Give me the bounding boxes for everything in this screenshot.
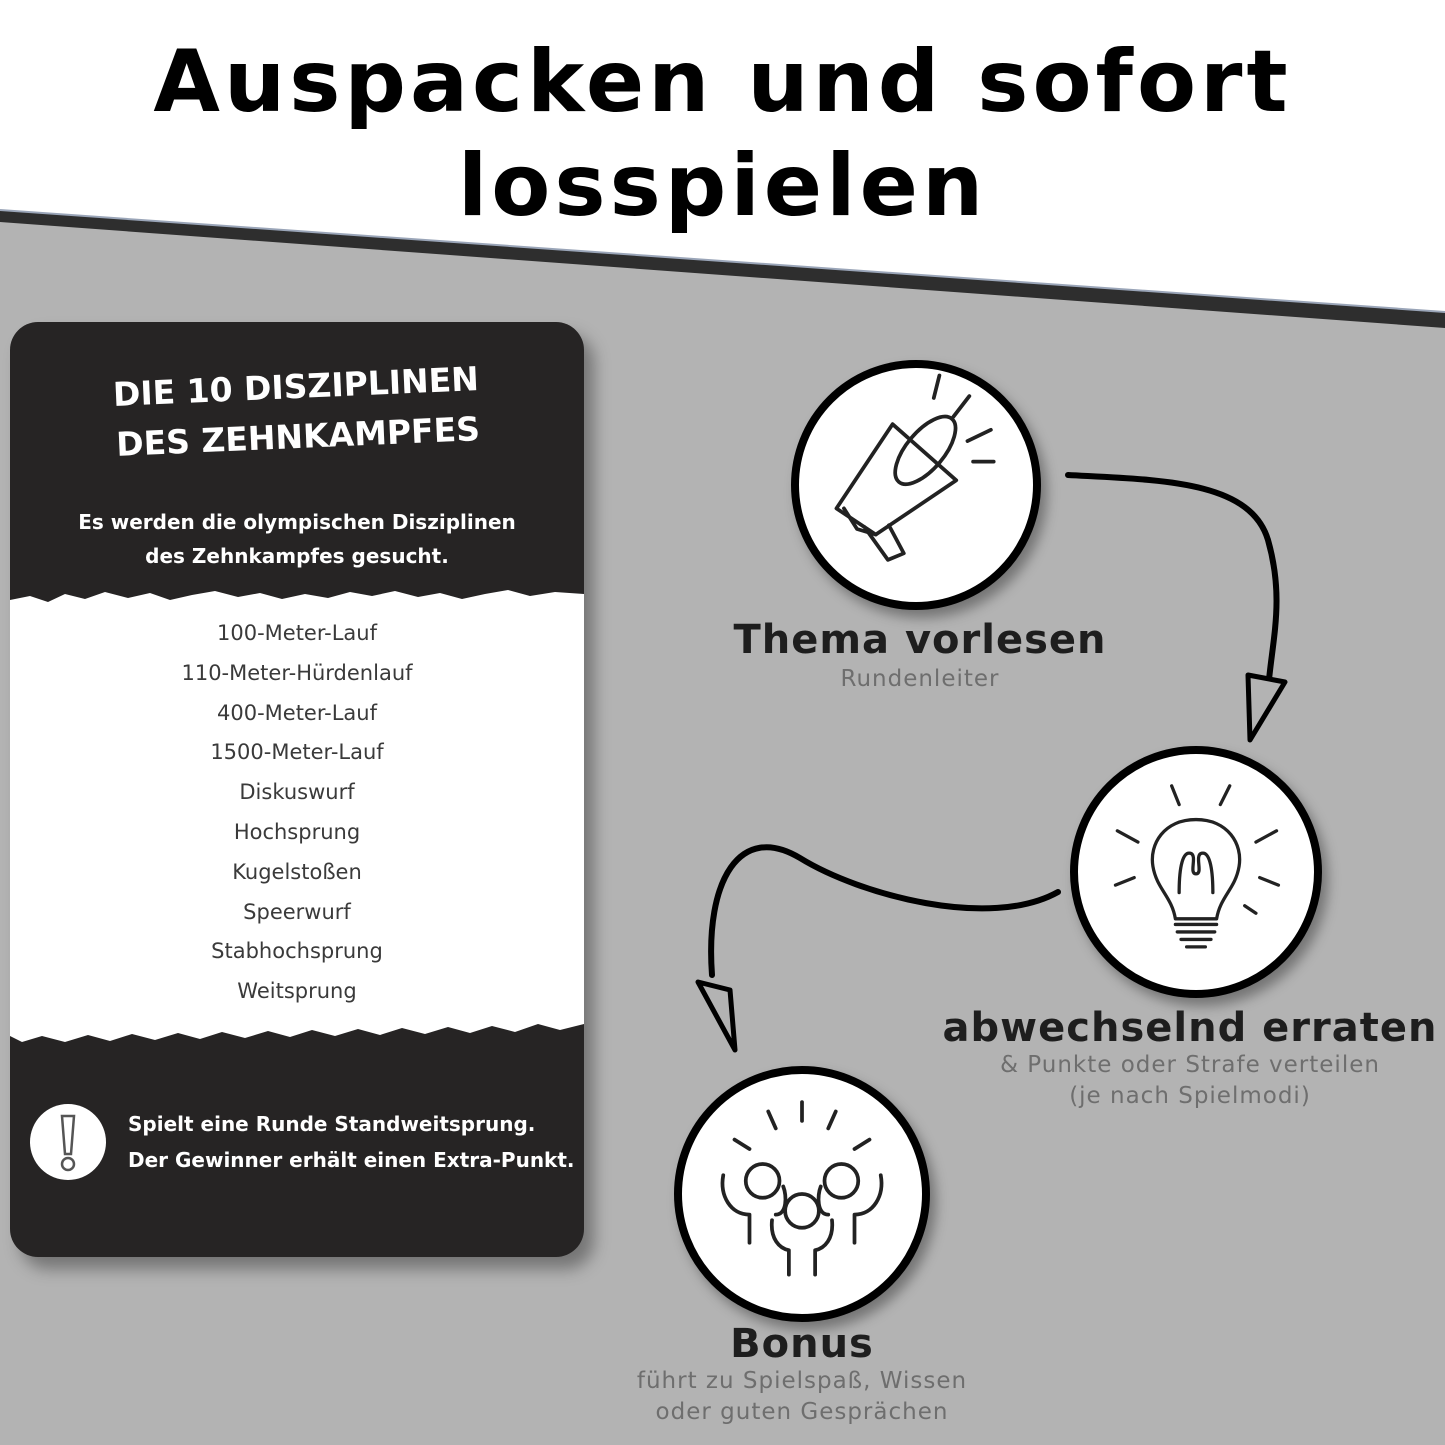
megaphone-icon bbox=[799, 368, 1033, 602]
step-3-sub-line-2: oder guten Gesprächen bbox=[655, 1399, 949, 1425]
step-2-circle bbox=[1070, 746, 1322, 998]
list-item: 400-Meter-Lauf bbox=[217, 700, 377, 725]
list-item: Speerwurf bbox=[243, 899, 351, 924]
step-3-title: Bonus bbox=[730, 1321, 874, 1367]
list-item: Stabhochsprung bbox=[211, 939, 383, 964]
step-2-title: abwechselnd erraten bbox=[942, 1005, 1438, 1051]
list-item: Hochsprung bbox=[233, 819, 361, 844]
step-2-sub-line-1: & Punkte oder Strafe verteilen bbox=[1000, 1052, 1380, 1078]
step-1-sub-line-1: Rundenleiter bbox=[840, 666, 1000, 692]
card-note-line-1: Spielt eine Runde Standweitsprung. bbox=[128, 1112, 536, 1136]
lightbulb-icon bbox=[1078, 754, 1314, 990]
step-3-subtitle bbox=[562, 1366, 1042, 1428]
step-2-sub-line-2: (je nach Spielmodi) bbox=[1069, 1083, 1311, 1109]
step-2-subtitle bbox=[940, 1050, 1440, 1112]
step-1-title: Thema vorlesen bbox=[733, 617, 1107, 663]
step-1-subtitle bbox=[700, 664, 1140, 695]
step-3-circle bbox=[674, 1066, 930, 1322]
list-item: 1500-Meter-Lauf bbox=[210, 740, 384, 765]
card-title-line-1: DIE 10 DISZIPLINEN bbox=[112, 359, 480, 414]
card-intro-line-2: des Zehnkampfes gesucht. bbox=[145, 544, 449, 568]
list-item: 110-Meter-Hürdenlauf bbox=[181, 660, 413, 685]
card-note-line-2: Der Gewinner erhält einen Extra-Punkt. bbox=[128, 1148, 575, 1172]
list-item: Kugelstoßen bbox=[232, 859, 362, 884]
card-intro-line-1: Es werden die olympischen Disziplinen bbox=[78, 510, 516, 534]
flow-arrowhead-1 bbox=[1248, 675, 1285, 740]
headline-line-1: Auspacken und sofort bbox=[153, 32, 1292, 132]
flow-arrow-2 bbox=[711, 847, 1058, 975]
step-3-sub-line-1: führt zu Spielspaß, Wissen bbox=[636, 1368, 968, 1394]
list-item: 100-Meter-Lauf bbox=[217, 621, 377, 645]
card-title-line-2: DES ZEHNKAMPFES bbox=[115, 409, 481, 464]
flow-arrowhead-2 bbox=[698, 982, 735, 1050]
headline-line-2: losspielen bbox=[457, 136, 988, 236]
step-1-circle bbox=[791, 360, 1041, 610]
cheering-group-icon bbox=[682, 1074, 922, 1314]
list-item: Diskuswurf bbox=[239, 780, 355, 805]
list-item: Weitsprung bbox=[237, 979, 357, 1004]
